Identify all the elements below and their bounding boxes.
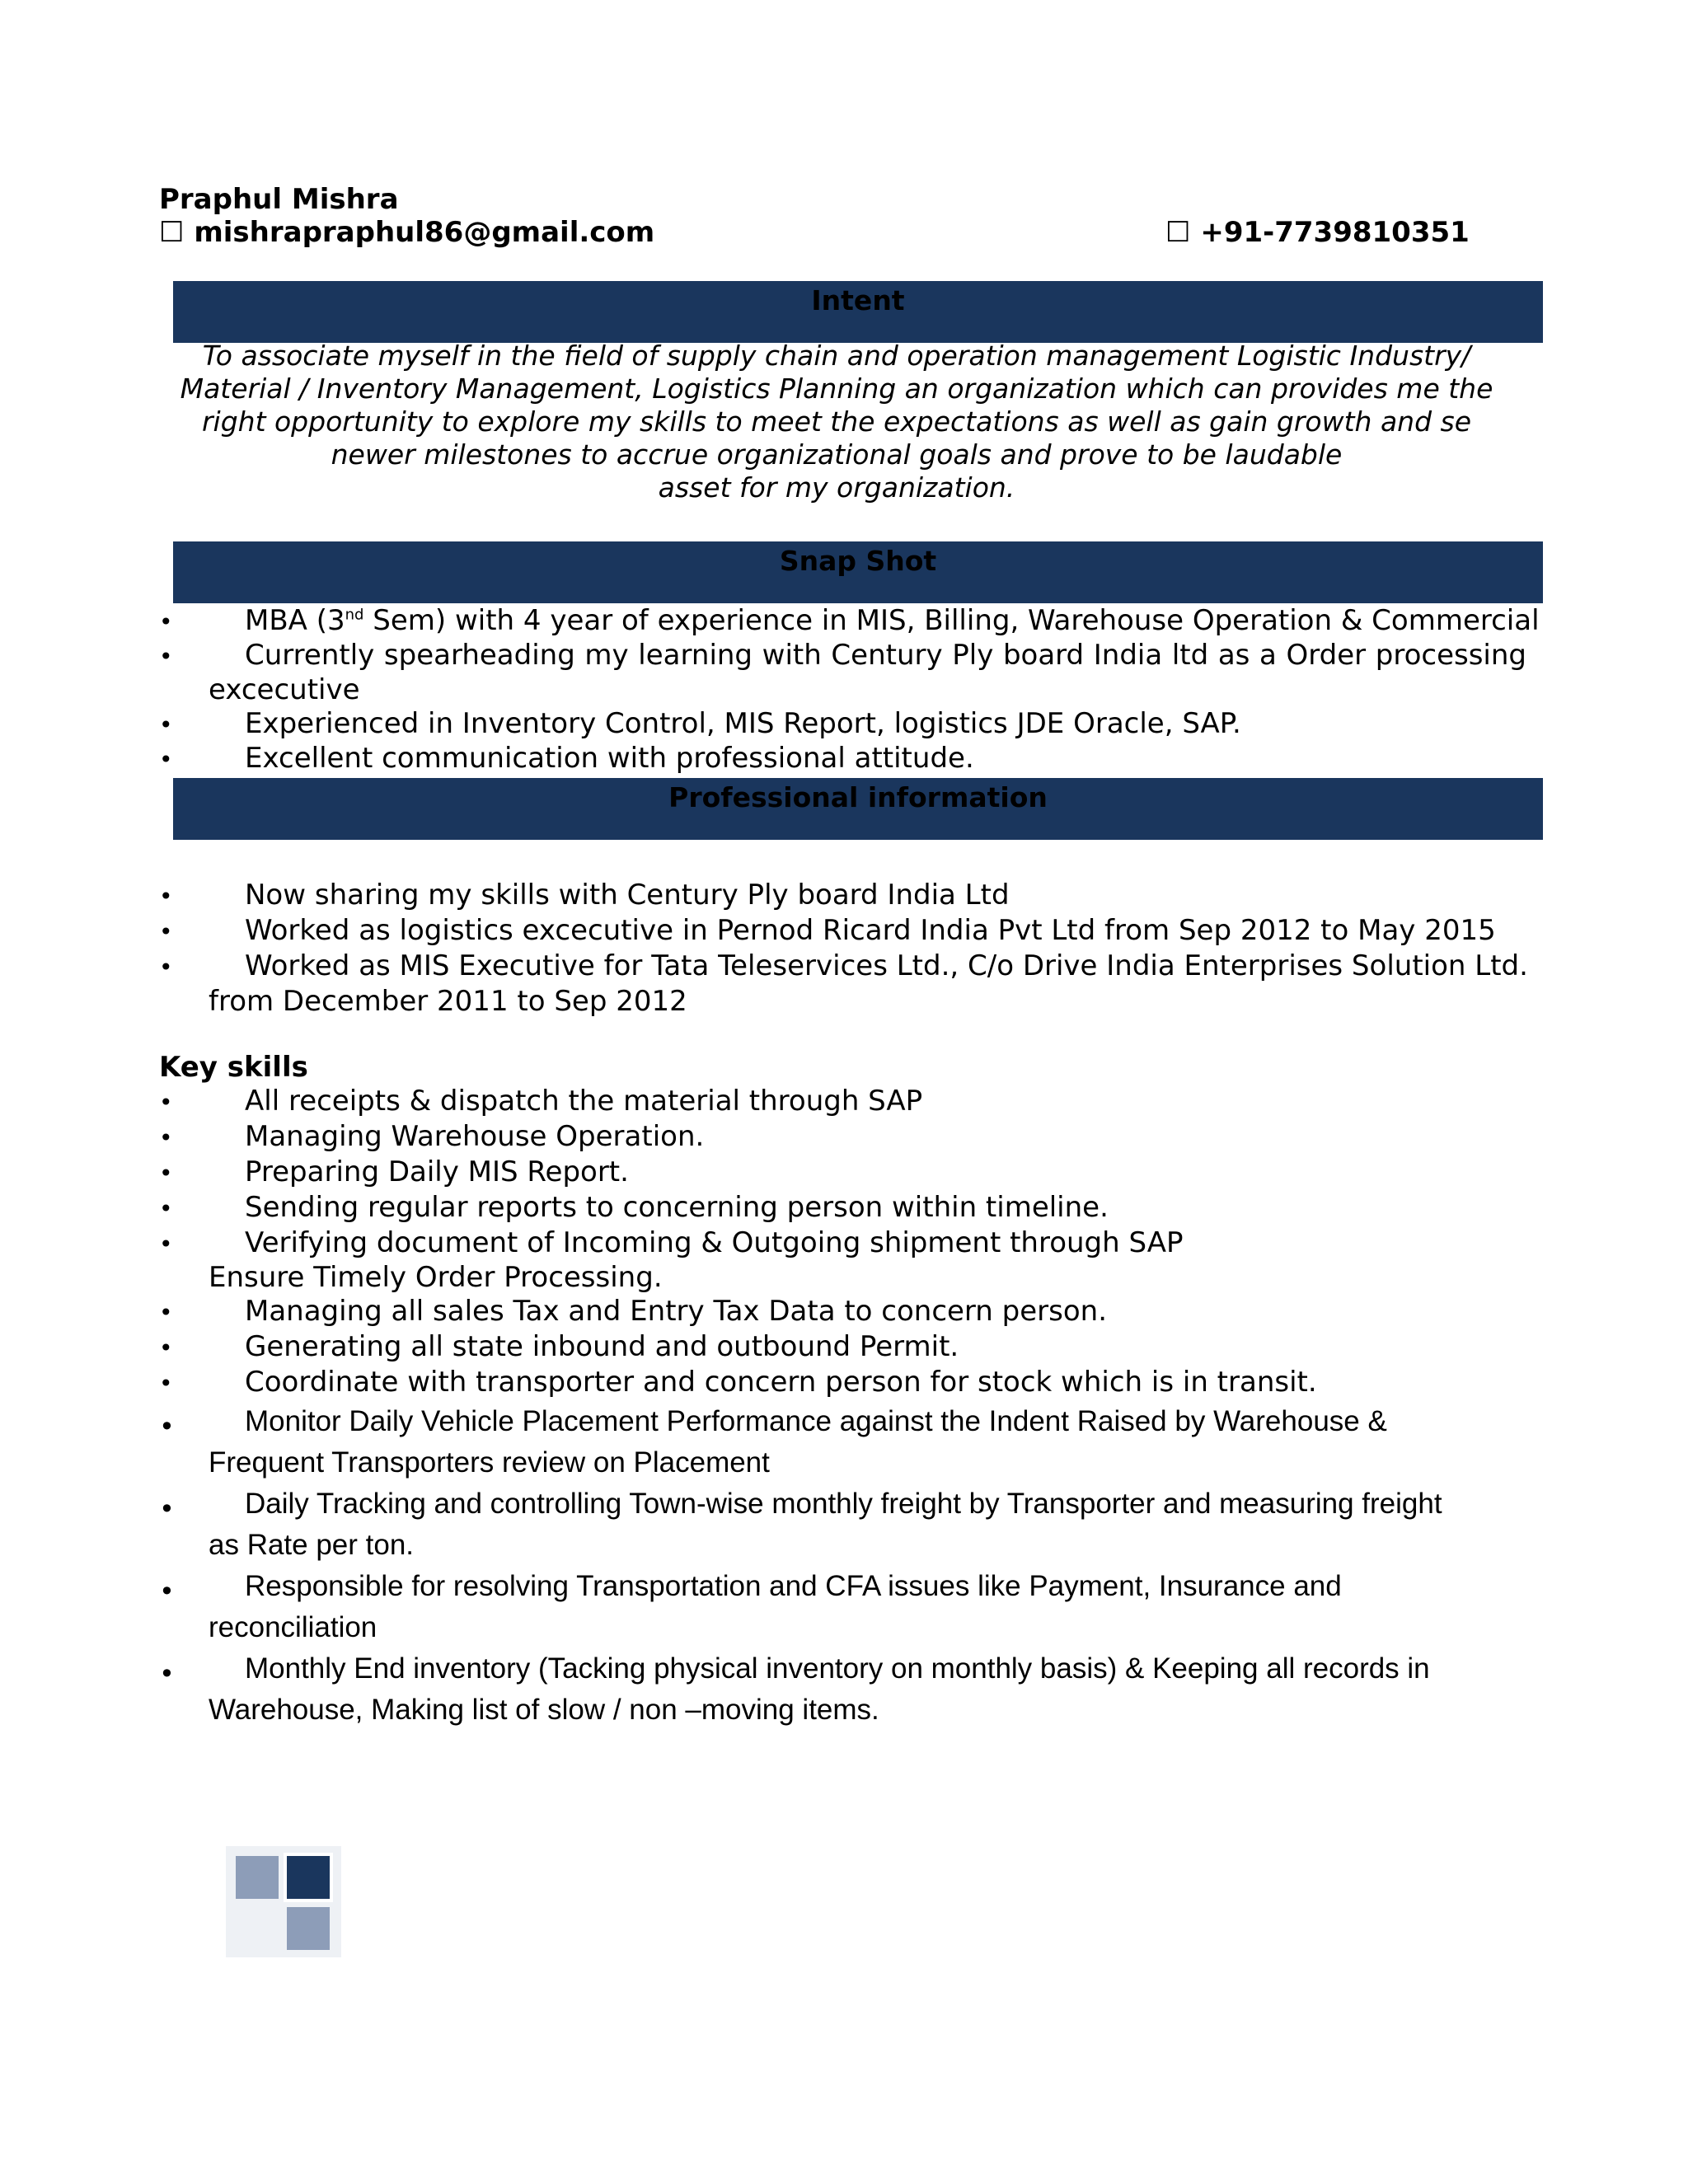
professional-header-band	[173, 778, 1543, 840]
phone-line	[1165, 216, 1470, 249]
skill-item: Managing all sales Tax and Entry Tax Data to concern person.	[245, 1295, 1108, 1328]
bullet: •	[159, 746, 173, 773]
bullet: •	[159, 711, 173, 738]
email-address: mishrapraphul86@gmail.com	[194, 216, 655, 249]
checkbox-icon: ☐	[1165, 216, 1191, 249]
skill-item-continuation: as Rate per ton.	[209, 1529, 415, 1561]
bullet: •	[159, 1089, 173, 1116]
phone-number: +91-7739810351	[1200, 216, 1470, 249]
bullet: •	[159, 1299, 173, 1326]
intent-title: Intent	[811, 284, 905, 316]
skill-item-continuation: Warehouse, Making list of slow / non –moving items.	[209, 1694, 879, 1726]
snapshot-item: Experienced in Inventory Control, MIS Report, logistics JDE Oracle, SAP.	[245, 707, 1241, 740]
ordinal-suffix: nd	[345, 606, 364, 624]
bullet: •	[159, 1411, 175, 1442]
key-skills-title: Key skills	[159, 1051, 308, 1084]
bullet: •	[159, 1195, 173, 1222]
bullet: •	[159, 1576, 175, 1607]
intent-line: Material / Inventory Management, Logistics Planning an organization which can provides me the	[180, 373, 1493, 405]
intent-text	[165, 340, 1508, 504]
professional-item: Worked as logistics excecutive in Pernod Ricard India Pvt Ltd from Sep 2012 to May 2015	[245, 914, 1496, 947]
bullet: •	[159, 1334, 173, 1361]
professional-item: Worked as MIS Executive for Tata Teleservices Ltd., C/o Drive India Enterprises Solution Ltd.	[245, 949, 1528, 982]
bullet: •	[159, 608, 173, 635]
snapshot-title: Snap Shot	[779, 545, 937, 577]
professional-item: Now sharing my skills with Century Ply board India Ltd	[245, 879, 1010, 912]
bullet: •	[159, 1124, 173, 1151]
snapshot-header-band	[173, 541, 1543, 603]
email-line	[159, 216, 654, 249]
skill-item-continuation: Frequent Transporters review on Placement	[209, 1446, 770, 1479]
snapshot-item: Currently spearheading my learning with Century Ply board India ltd as a Order processing	[245, 639, 1526, 672]
decorative-logo	[226, 1846, 341, 1957]
logo-square-dark	[287, 1856, 330, 1899]
bullet: •	[159, 883, 173, 910]
intent-line: right opportunity to explore my skills to meet the expectations as well as gain growth and se	[201, 405, 1472, 438]
professional-item-continuation: from December 2011 to Sep 2012	[209, 985, 687, 1018]
skill-item: Responsible for resolving Transportation and CFA issues like Payment, Insurance and	[245, 1570, 1342, 1602]
intent-header-band	[173, 281, 1543, 343]
checkbox-icon: ☐	[159, 216, 185, 249]
skill-item: Monitor Daily Vehicle Placement Performance against the Indent Raised by Warehouse &	[245, 1405, 1387, 1437]
intent-line: newer milestones to accrue organizational goals and prove to be laudable	[331, 438, 1343, 471]
skill-item-continuation: Ensure Timely Order Processing.	[209, 1261, 663, 1294]
bullet: •	[159, 954, 173, 981]
bullet: •	[159, 1370, 173, 1397]
bullet: •	[159, 1230, 173, 1258]
bullet: •	[159, 1493, 175, 1525]
skill-item-continuation: reconciliation	[209, 1611, 377, 1643]
candidate-name: Praphul Mishra	[159, 183, 399, 216]
skill-item: Preparing Daily MIS Report.	[245, 1155, 629, 1188]
bullet: •	[159, 1658, 175, 1690]
logo-square-light	[236, 1856, 279, 1899]
skill-item: Coordinate with transporter and concern person for stock which is in transit.	[245, 1366, 1317, 1399]
snapshot-item: Excellent communication with professional attitude.	[245, 742, 974, 775]
logo-square-light-bottom	[287, 1907, 330, 1950]
intent-line: asset for my organization.	[658, 471, 1015, 504]
intent-line: To associate myself in the field of supply chain and operation management Logistic Industry/	[202, 340, 1471, 372]
snapshot-item: MBA (3nd Sem) with 4 year of experience in MIS, Billing, Warehouse Operation & Commercial	[245, 604, 1540, 637]
skill-item: Generating all state inbound and outbound Permit.	[245, 1330, 959, 1363]
skill-item: All receipts & dispatch the material through SAP	[245, 1085, 923, 1118]
bullet: •	[159, 1160, 173, 1187]
professional-title: Professional information	[668, 781, 1048, 813]
skill-item: Daily Tracking and controlling Town-wise monthly freight by Transporter and measuring freight	[245, 1488, 1442, 1520]
bullet: •	[159, 643, 173, 670]
bullet: •	[159, 918, 173, 945]
skill-item: Monthly End inventory (Tacking physical inventory on monthly basis) & Keeping all records in	[245, 1652, 1430, 1685]
skill-item: Verifying document of Incoming & Outgoing shipment through SAP	[245, 1226, 1184, 1259]
skill-item: Sending regular reports to concerning person within timeline.	[245, 1191, 1109, 1224]
snapshot-item-continuation: excecutive	[209, 673, 360, 706]
skill-item: Managing Warehouse Operation.	[245, 1120, 705, 1153]
